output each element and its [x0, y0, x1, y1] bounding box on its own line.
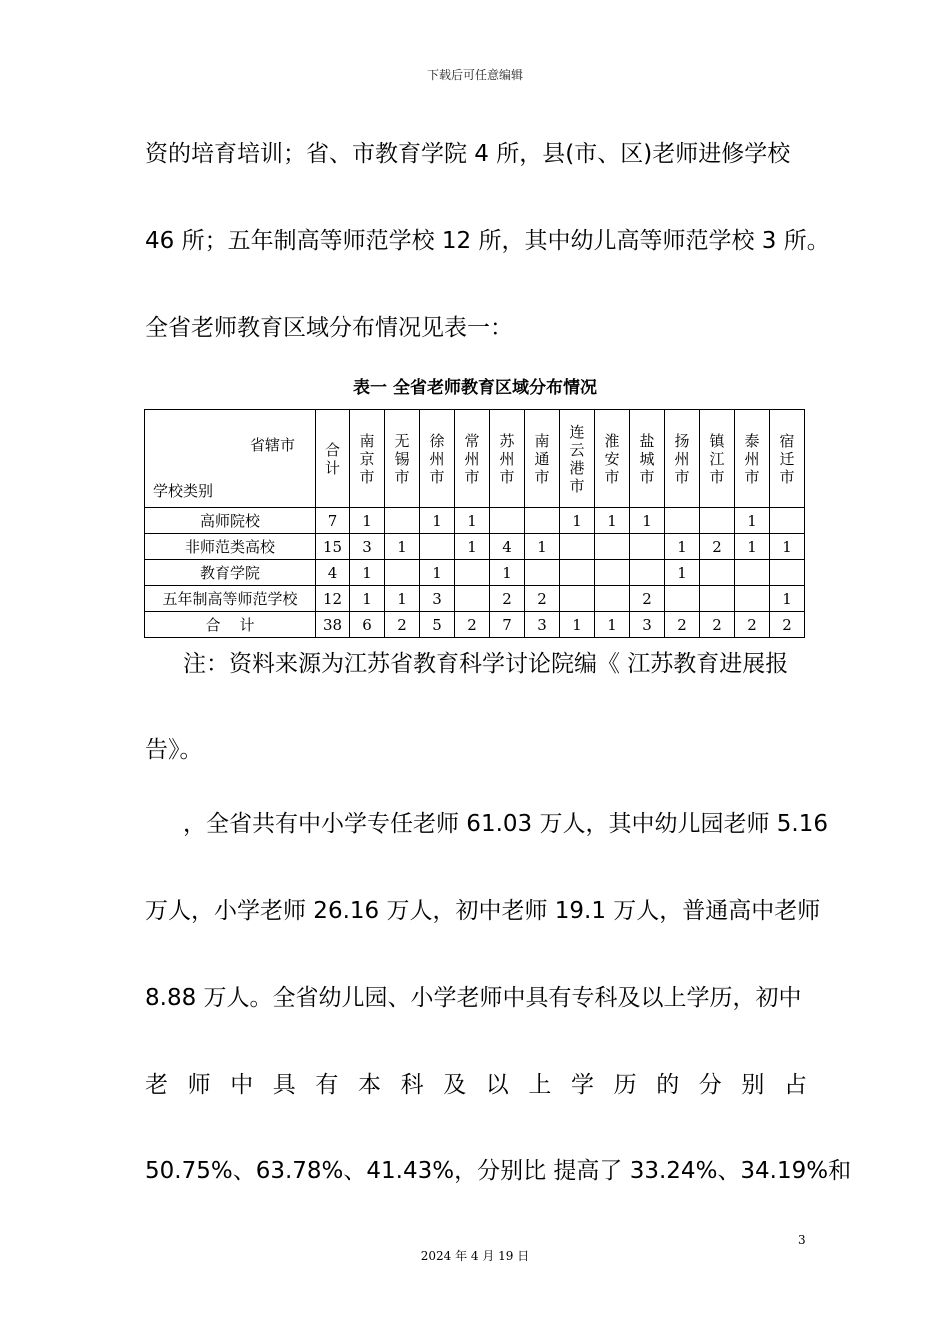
table-cell: 1	[735, 508, 770, 534]
table-cell: 12	[316, 586, 350, 612]
table-cell	[560, 560, 595, 586]
table-cell	[560, 534, 595, 560]
table-cell: 1	[350, 560, 385, 586]
table-row	[145, 534, 805, 560]
paragraph-3: 全省老师教育区域分布情况见表一：	[145, 315, 513, 341]
paragraph-4: ，全省共有中小学专任老师 61.03 万人，其中幼儿园老师 5.16	[183, 811, 828, 837]
row-label: 教育学院	[145, 560, 316, 586]
table-cell: 1	[595, 612, 630, 638]
table-cell: 4	[316, 560, 350, 586]
table-cell: 2	[735, 612, 770, 638]
table-cell	[665, 508, 700, 534]
corner-bottom-label: 学校类别	[153, 482, 214, 500]
paragraph-5: 万人，小学老师 26.16 万人，初中老师 19.1 万人，普通高中老师	[145, 898, 821, 924]
table-cell: 6	[350, 612, 385, 638]
table-cell	[595, 534, 630, 560]
table-cell	[560, 586, 595, 612]
table-cell: 1	[770, 534, 805, 560]
table-cell	[385, 508, 420, 534]
paragraph-8: 50.75%、63.78%、41.43%，分别比 提高了 33.24%、34.19%和	[145, 1158, 852, 1184]
table-cell	[700, 586, 735, 612]
table-cell	[735, 586, 770, 612]
table-cell: 3	[350, 534, 385, 560]
table-cell: 1	[455, 534, 490, 560]
table-cell: 7	[316, 508, 350, 534]
column-header: 盐城市	[630, 410, 665, 508]
table-cell	[630, 534, 665, 560]
table-cell	[770, 560, 805, 586]
table-cell: 2	[455, 612, 490, 638]
page-footer-date: 2024 年 4 月 19 日	[420, 1249, 530, 1263]
row-label: 非师范类高校	[145, 534, 316, 560]
corner-top-label: 省辖市	[249, 436, 295, 454]
table-cell: 38	[316, 612, 350, 638]
table-cell: 1	[770, 586, 805, 612]
table-cell: 15	[316, 534, 350, 560]
table-cell: 2	[490, 586, 525, 612]
column-header: 泰州市	[735, 410, 770, 508]
table-caption: 表一 全省老师教育区域分布情况	[353, 378, 597, 398]
row-label: 高师院校	[145, 508, 316, 534]
table-cell	[630, 560, 665, 586]
table-cell: 1	[420, 508, 455, 534]
page-header: 下载后可任意编辑	[426, 68, 523, 82]
note-line-2: 告》。	[145, 737, 203, 763]
column-header: 常州市	[455, 410, 490, 508]
column-header: 苏州市	[490, 410, 525, 508]
table-corner-cell	[145, 410, 316, 508]
distribution-table	[144, 409, 805, 638]
table-cell: 1	[420, 560, 455, 586]
table-cell: 2	[385, 612, 420, 638]
note-line-1: 注：资料来源为江苏省教育科学讨论院编《 江苏教育进展报	[183, 651, 789, 677]
table-row	[145, 560, 805, 586]
table-cell: 1	[525, 534, 560, 560]
table-cell: 1	[455, 508, 490, 534]
table-cell: 2	[665, 612, 700, 638]
row-label: 五年制高等师范学校	[145, 586, 316, 612]
table-cell	[700, 508, 735, 534]
paragraph-6: 8.88 万人。全省幼儿园、小学老师中具有专科及以上学历，初中	[145, 985, 802, 1011]
table-cell: 1	[385, 586, 420, 612]
distribution-table-wrapper	[144, 409, 805, 638]
table-cell	[525, 560, 560, 586]
table-total-row	[145, 612, 805, 638]
column-header: 南通市	[525, 410, 560, 508]
table-cell: 2	[700, 612, 735, 638]
table-row	[145, 586, 805, 612]
table-cell	[665, 586, 700, 612]
column-header: 连云港市	[560, 410, 595, 508]
table-cell: 2	[525, 586, 560, 612]
table-cell: 3	[420, 586, 455, 612]
table-cell: 1	[630, 508, 665, 534]
column-header: 淮安市	[595, 410, 630, 508]
table-cell: 5	[420, 612, 455, 638]
column-header: 无锡市	[385, 410, 420, 508]
column-header: 南京市	[350, 410, 385, 508]
page-number: 3	[798, 1233, 806, 1247]
table-cell: 1	[490, 560, 525, 586]
table-cell: 7	[490, 612, 525, 638]
table-cell	[770, 508, 805, 534]
row-label: 合 计	[145, 612, 316, 638]
table-cell: 1	[595, 508, 630, 534]
table-cell: 4	[490, 534, 525, 560]
column-header: 合计	[316, 410, 350, 508]
table-cell: 2	[700, 534, 735, 560]
paragraph-1: 资的培育培训；省、市教育学院 4 所，县(市、区)老师进修学校	[145, 141, 791, 167]
table-cell	[455, 560, 490, 586]
table-cell: 1	[665, 534, 700, 560]
table-cell: 1	[560, 508, 595, 534]
table-cell	[490, 508, 525, 534]
paragraph-2: 46 所；五年制高等师范学校 12 所，其中幼儿高等师范学校 3 所。	[145, 228, 830, 254]
table-cell: 2	[630, 586, 665, 612]
table-cell	[525, 508, 560, 534]
column-header: 镇江市	[700, 410, 735, 508]
table-cell	[700, 560, 735, 586]
table-cell	[385, 560, 420, 586]
column-header: 徐州市	[420, 410, 455, 508]
table-cell: 3	[630, 612, 665, 638]
paragraph-7: 老 师 中 具 有 本 科 及 以 上 学 历 的 分 别 占	[145, 1072, 807, 1098]
table-cell: 1	[665, 560, 700, 586]
column-header: 宿迁市	[770, 410, 805, 508]
table-cell: 2	[770, 612, 805, 638]
table-cell: 1	[350, 508, 385, 534]
table-cell: 1	[350, 586, 385, 612]
table-cell: 1	[560, 612, 595, 638]
table-cell	[420, 534, 455, 560]
column-header: 扬州市	[665, 410, 700, 508]
table-cell	[735, 560, 770, 586]
table-cell: 1	[385, 534, 420, 560]
table-header-row	[145, 410, 805, 508]
table-row	[145, 508, 805, 534]
table-cell: 3	[525, 612, 560, 638]
table-cell	[595, 586, 630, 612]
table-cell: 1	[735, 534, 770, 560]
table-cell	[455, 586, 490, 612]
table-cell	[595, 560, 630, 586]
